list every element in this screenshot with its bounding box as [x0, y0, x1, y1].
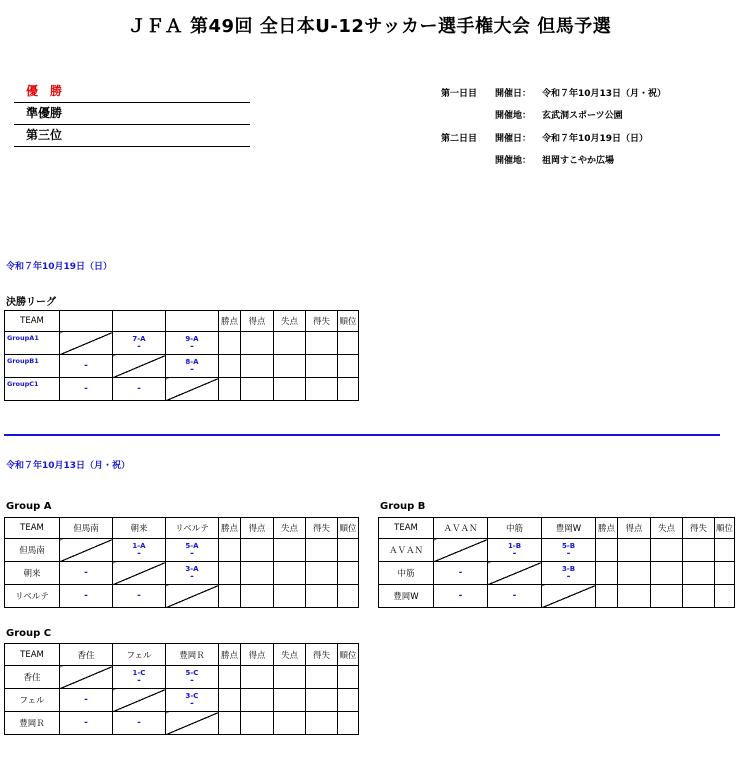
stat-cell [219, 539, 241, 562]
team-name: フェル [5, 689, 60, 712]
stat-cell [618, 585, 651, 608]
score-dash: - [84, 384, 88, 394]
header-rank: 順位 [715, 518, 735, 539]
score-dash: - [137, 548, 141, 559]
stat-cell [683, 585, 715, 608]
match-cell [488, 585, 542, 608]
match-cell [542, 562, 596, 585]
score-dash: - [512, 548, 517, 559]
score-dash: - [84, 591, 88, 601]
score-dash: - [137, 384, 141, 394]
header-team: TEAM [5, 311, 60, 332]
day2-date-label: 開催日： [495, 134, 532, 144]
third-place-row: 第三位 [14, 125, 250, 147]
match-number: 5-C [185, 668, 199, 677]
stat-cell [338, 585, 359, 608]
group-b-table [378, 517, 735, 608]
header-goal-diff: 得失 [306, 518, 338, 539]
match-cell [434, 562, 488, 585]
stat-cell [274, 712, 306, 735]
header-points: 勝点 [219, 311, 241, 332]
self-cell [60, 332, 113, 355]
stat-cell [651, 539, 683, 562]
match-number: 3-C [185, 691, 199, 700]
stat-cell [274, 689, 306, 712]
team-name: 豊岡Ｒ [5, 712, 60, 735]
stat-cell [219, 712, 241, 735]
stat-cell [338, 539, 359, 562]
score-dash: - [84, 718, 88, 728]
match-cell [113, 332, 166, 355]
match-cell [113, 712, 166, 735]
self-cell [113, 355, 166, 378]
header-rank: 順位 [338, 311, 359, 332]
group-c-label: Group C [6, 628, 52, 639]
team-name: GroupC1 [7, 380, 39, 388]
score-dash: - [566, 571, 571, 582]
stat-cell [618, 562, 651, 585]
header-team: TEAM [5, 518, 60, 539]
stat-cell [618, 539, 651, 562]
group-b-label: Group B [380, 501, 426, 512]
day1-date: 令和７年10月13日（月・祝） [542, 89, 667, 99]
stat-cell [241, 355, 274, 378]
score-dash: - [190, 675, 194, 686]
match-cell [60, 355, 113, 378]
stat-cell [596, 562, 618, 585]
header-col-3 [166, 311, 219, 332]
stat-cell [306, 562, 338, 585]
header-goal-diff: 得失 [306, 644, 338, 666]
stat-cell [651, 562, 683, 585]
stat-cell [241, 712, 274, 735]
stat-cell [683, 562, 715, 585]
group-a-label: Group A [6, 501, 52, 512]
match-number: 3-B [561, 564, 576, 573]
header-goals-against: 失点 [274, 518, 306, 539]
stat-cell [596, 585, 618, 608]
self-cell [113, 689, 166, 712]
day2-venue: 祖岡すこやか広場 [542, 156, 615, 166]
match-number: 1-C [132, 668, 146, 677]
score-dash: - [137, 718, 141, 728]
score-dash: - [190, 698, 194, 709]
group-a-table [4, 517, 359, 608]
team-name: 但馬南 [5, 539, 60, 562]
day2-date: 令和７年10月19日（日） [542, 134, 649, 144]
match-cell [60, 378, 113, 401]
header-team-1: 香住 [60, 644, 113, 666]
match-number: 5-B [561, 541, 576, 550]
score-dash: - [190, 548, 194, 559]
score-dash: - [458, 591, 463, 601]
day2-venue-label: 開催地： [495, 156, 532, 166]
match-cell [113, 378, 166, 401]
team-name: ＡＶＡＮ [379, 539, 434, 562]
stat-cell [219, 332, 241, 355]
final-league-label: 決勝リーグ [6, 297, 56, 308]
match-cell [60, 585, 113, 608]
stat-cell [219, 585, 241, 608]
match-cell [60, 689, 113, 712]
score-dash: - [566, 548, 571, 559]
match-cell [166, 562, 219, 585]
day2-label: 第二日目 [441, 134, 478, 144]
team-name: 朝来 [5, 562, 60, 585]
day1-venue: 玄武洞スポーツ公園 [542, 111, 623, 121]
stat-cell [338, 378, 359, 401]
group-c-table [4, 643, 359, 735]
score-dash: - [190, 364, 194, 375]
match-number: 1-A [132, 541, 146, 550]
stat-cell [274, 562, 306, 585]
match-cell [166, 332, 219, 355]
self-cell [113, 562, 166, 585]
day1-group-date: 令和７年10月13日（月・祝） [6, 461, 131, 471]
stat-cell [715, 562, 735, 585]
match-cell [542, 539, 596, 562]
header-team-1: ＡＶＡＮ [434, 518, 488, 539]
header-team-2: フェル [113, 644, 166, 666]
match-cell [60, 712, 113, 735]
final-date: 令和７年10月19日（日） [6, 262, 113, 272]
header-goals-for: 得点 [241, 644, 274, 666]
score-dash: - [512, 591, 517, 601]
day1-label: 第一日目 [441, 89, 478, 99]
self-cell [60, 539, 113, 562]
champion-row: 優 勝 [14, 81, 250, 103]
header-goals-against: 失点 [274, 311, 306, 332]
self-cell [166, 378, 219, 401]
header-team: TEAM [379, 518, 434, 539]
team-cell [5, 378, 60, 401]
stat-cell [306, 585, 338, 608]
stat-cell [241, 666, 274, 689]
section-divider [4, 434, 720, 436]
match-cell [113, 539, 166, 562]
final-league-table [4, 310, 359, 401]
header-goal-diff: 得失 [683, 518, 715, 539]
match-cell [113, 585, 166, 608]
stat-cell [274, 666, 306, 689]
stat-cell [219, 562, 241, 585]
score-dash: - [137, 591, 141, 601]
team-cell [5, 332, 60, 355]
stat-cell [338, 332, 359, 355]
stat-cell [241, 562, 274, 585]
stat-cell [306, 355, 338, 378]
stat-cell [274, 539, 306, 562]
header-rank: 順位 [338, 518, 359, 539]
header-goal-diff: 得失 [306, 311, 338, 332]
match-number: 1-B [507, 541, 522, 550]
match-number: 9-A [185, 334, 199, 343]
header-points: 勝点 [219, 518, 241, 539]
self-cell [488, 562, 542, 585]
header-col-1 [60, 311, 113, 332]
team-name: 中筋 [379, 562, 434, 585]
day1-date-label: 開催日： [495, 89, 532, 99]
match-number: 3-A [185, 564, 199, 573]
stat-cell [274, 378, 306, 401]
header-team-1: 但馬南 [60, 518, 113, 539]
header-team-3: リベルテ [166, 518, 219, 539]
header-goals-against: 失点 [651, 518, 683, 539]
stat-cell [219, 378, 241, 401]
stat-cell [338, 712, 359, 735]
header-goals-for: 得点 [241, 518, 274, 539]
header-col-2 [113, 311, 166, 332]
score-dash: - [458, 568, 463, 578]
stat-cell [715, 539, 735, 562]
self-cell [542, 585, 596, 608]
stat-cell [338, 562, 359, 585]
header-goals-for: 得点 [618, 518, 651, 539]
header-team-2: 中筋 [488, 518, 542, 539]
match-cell [434, 585, 488, 608]
stat-cell [338, 666, 359, 689]
stat-cell [241, 332, 274, 355]
header-goals-for: 得点 [241, 311, 274, 332]
match-cell [166, 539, 219, 562]
stat-cell [306, 378, 338, 401]
team-name: GroupB1 [7, 357, 39, 365]
runner-up-row: 準優勝 [14, 103, 250, 125]
header-goals-against: 失点 [274, 644, 306, 666]
page-title: ＪＦＡ 第49回 全日本U-12サッカー選手権大会 但馬予選 [127, 16, 612, 37]
header-rank: 順位 [338, 644, 359, 666]
match-number: 8-A [185, 357, 199, 366]
stat-cell [306, 539, 338, 562]
team-name: GroupA1 [7, 334, 39, 342]
stat-cell [274, 332, 306, 355]
match-number: 5-A [185, 541, 199, 550]
stat-cell [306, 689, 338, 712]
self-cell [166, 585, 219, 608]
stat-cell [306, 666, 338, 689]
stat-cell [241, 689, 274, 712]
stat-cell [274, 585, 306, 608]
header-team: TEAM [5, 644, 60, 666]
stat-cell [683, 539, 715, 562]
header-points: 勝点 [596, 518, 618, 539]
match-cell [166, 689, 219, 712]
stat-cell [338, 689, 359, 712]
score-dash: - [84, 695, 88, 705]
match-cell [166, 666, 219, 689]
team-name: 豊岡W [379, 585, 434, 608]
self-cell [434, 539, 488, 562]
score-dash: - [84, 568, 88, 578]
team-cell [5, 355, 60, 378]
match-cell [166, 355, 219, 378]
stat-cell [306, 712, 338, 735]
stat-cell [219, 355, 241, 378]
stat-cell [219, 689, 241, 712]
score-dash: - [190, 571, 194, 582]
stat-cell [274, 355, 306, 378]
self-cell [166, 712, 219, 735]
team-name: 香住 [5, 666, 60, 689]
score-dash: - [190, 341, 194, 352]
score-dash: - [137, 675, 141, 686]
stat-cell [241, 585, 274, 608]
match-cell [60, 562, 113, 585]
stat-cell [241, 539, 274, 562]
match-cell [113, 666, 166, 689]
stat-cell [596, 539, 618, 562]
header-points: 勝点 [219, 644, 241, 666]
self-cell [60, 666, 113, 689]
day1-venue-label: 開催地： [495, 111, 532, 121]
score-dash: - [137, 341, 141, 352]
stat-cell [651, 585, 683, 608]
match-number: 7-A [132, 334, 146, 343]
header-team-3: 豊岡W [542, 518, 596, 539]
score-dash: - [84, 361, 88, 371]
team-name: リベルテ [5, 585, 60, 608]
match-cell [488, 539, 542, 562]
stat-cell [715, 585, 735, 608]
header-team-2: 朝来 [113, 518, 166, 539]
stat-cell [219, 666, 241, 689]
stat-cell [306, 332, 338, 355]
stat-cell [338, 355, 359, 378]
stat-cell [241, 378, 274, 401]
header-team-3: 豊岡Ｒ [166, 644, 219, 666]
